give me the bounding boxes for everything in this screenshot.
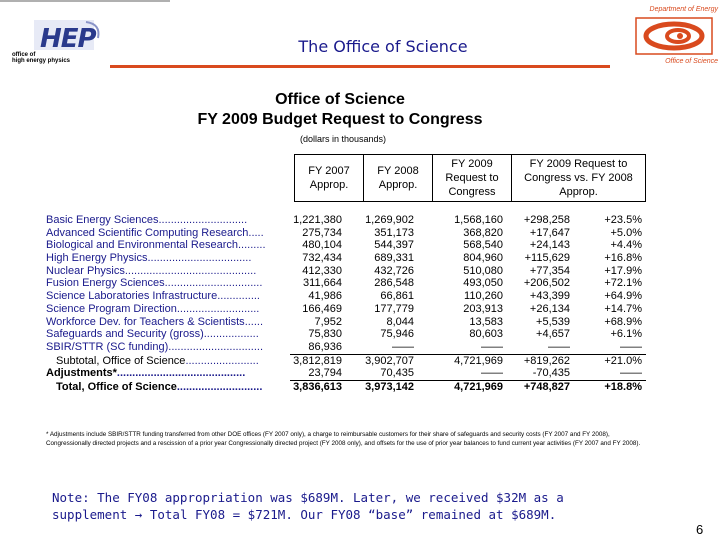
cell-percent: +72.1% [604, 277, 642, 290]
row-label-text: Basic Energy Sciences [46, 214, 159, 226]
cell-fy2009: 493,050 [463, 277, 503, 290]
bottom-note-line1: Note: The FY08 appropriation was $689M. Later, we received $32M as a [52, 490, 564, 505]
cell-fy2009: —— [481, 340, 503, 353]
cell-fy2007: 166,469 [302, 302, 342, 315]
cell-percent: +68.9% [604, 315, 642, 328]
cell-percent: +64.9% [604, 290, 642, 303]
row-label [46, 214, 290, 227]
cell-percent: —— [620, 367, 642, 380]
subtotal-row [46, 355, 646, 368]
cell-delta: -70,435 [532, 367, 570, 380]
row-leader-dots: ..... [248, 226, 264, 239]
column-header-fy2009-vs-fy2008 [511, 154, 646, 202]
table-row [46, 214, 646, 227]
row-label-text: Nuclear Physics [46, 264, 125, 277]
column-header-fy2007 [294, 154, 364, 202]
cell-delta: +206,502 [523, 277, 570, 290]
cell-fy2008: 351,173 [374, 226, 414, 239]
row-label [46, 303, 290, 316]
main-title [120, 90, 560, 130]
cell-fy2009: 568,540 [463, 239, 503, 252]
cell-fy2008: 1,269,902 [365, 214, 414, 226]
hep-logo-text: HEP [40, 24, 96, 54]
cell-fy2009: 1,568,160 [454, 214, 503, 226]
table-body [46, 214, 646, 394]
row-label [46, 265, 290, 278]
column-header-fy2008 [363, 154, 433, 202]
cell-fy2009: —— [481, 367, 503, 380]
cell-delta: +115,629 [524, 252, 570, 265]
cell-fy2007: 75,830 [308, 328, 342, 341]
row-label [46, 252, 290, 265]
right-arrow-icon: → [134, 507, 143, 522]
bottom-note-line2-part2: Total FY08 = $721M. Our FY08 “base” remained at $689M. [142, 507, 557, 522]
cell-fy2008: 70,435 [380, 367, 414, 380]
col-compare-line1: FY 2009 Request to [529, 158, 628, 170]
row-label [46, 381, 290, 394]
row-label-text: Subtotal, Office of Science [56, 354, 186, 367]
row-label [46, 355, 290, 368]
row-leader-dots: ........................... [176, 302, 260, 315]
cell-fy2008: 3,973,142 [365, 380, 414, 393]
cell-fy2008: 286,548 [374, 277, 414, 290]
cell-fy2007: 311,664 [303, 277, 342, 290]
table-row [46, 341, 646, 354]
top-accent-line [0, 0, 170, 2]
cell-fy2009: 13,583 [469, 315, 503, 328]
row-leader-dots: ............................. [158, 214, 248, 226]
cell-delta: +5,539 [536, 315, 570, 328]
cell-delta: —— [548, 340, 570, 353]
column-header-fy2009-request [432, 154, 512, 202]
cell-fy2009: 4,721,969 [454, 354, 503, 367]
cell-delta: +748,827 [523, 380, 570, 393]
table-row [46, 239, 646, 252]
cell-fy2007: 412,330 [302, 264, 342, 277]
row-label-text: Safeguards and Security (gross) [46, 328, 204, 341]
cell-fy2009: 804,960 [463, 252, 503, 265]
col-fy2008-line1: FY 2008 [377, 165, 419, 177]
header-rule [110, 65, 610, 68]
col-fy2009-line3: Congress [448, 186, 496, 198]
cell-percent: +14.7% [604, 302, 642, 315]
cell-fy2007: 7,952 [314, 315, 342, 328]
table-row [46, 290, 646, 303]
table-row [46, 303, 646, 316]
row-label-text: Fusion Energy Sciences [46, 277, 165, 290]
row-label-text: SBIR/STTR (SC funding) [46, 340, 169, 353]
adjustments-footnote: * Adjustments include SBIR/STTR funding transferred from other DOE offices (FY 2007 only), a charge to reimbursable customers for their share of safeguards and security costs (FY 2007 and FY 2008), Congressionally directed projects and a rescission of a prior year Congressionally directed project (FY 2008 only), and offsets for the use of prior year balances to fund current year activities (FY 2007 and FY 2008). [46, 431, 641, 447]
doe-label-top: Department of Energy [649, 6, 718, 13]
row-label [46, 290, 290, 303]
cell-fy2009: 110,260 [464, 290, 503, 303]
table-row [46, 227, 646, 240]
row-leader-dots: ................................ [164, 277, 263, 290]
cell-fy2007: 1,221,380 [293, 214, 342, 226]
cell-fy2007: 23,794 [308, 367, 342, 380]
cell-fy2009: 510,080 [463, 264, 503, 277]
col-fy2008-line2: Approp. [378, 179, 418, 191]
cell-fy2008: 544,397 [374, 239, 414, 252]
bottom-note [52, 489, 612, 523]
row-label-text: Total, Office of Science [56, 380, 177, 393]
doe-label-bottom: Office of Science [665, 58, 718, 65]
col-fy2007-line1: FY 2007 [308, 165, 350, 177]
cell-fy2007: 732,434 [302, 252, 342, 265]
cell-fy2008: 689,331 [374, 252, 414, 265]
cell-fy2007: 3,812,819 [293, 354, 342, 367]
row-label [46, 227, 290, 240]
cell-fy2008: 66,861 [380, 290, 414, 303]
table-row [46, 277, 646, 290]
row-label-text: High Energy Physics [46, 252, 148, 265]
col-compare-line2: Congress vs. FY 2008 [524, 172, 633, 184]
table-row [46, 252, 646, 265]
hep-subtitle-line1: office of [12, 52, 36, 58]
row-label-text: Science Program Direction [46, 302, 177, 315]
hep-subtitle-line2: high energy physics [12, 58, 71, 64]
table-row [46, 265, 646, 278]
cell-delta: +17,647 [529, 226, 570, 239]
cell-fy2007: 275,734 [302, 226, 342, 239]
row-label-text: Workforce Dev. for Teachers & Scientists [46, 315, 245, 328]
row-label [46, 277, 290, 290]
cell-percent: +17.9% [604, 264, 642, 277]
cell-fy2009: 203,913 [463, 302, 503, 315]
page-number: 6 [696, 522, 704, 537]
total-row [46, 381, 646, 394]
row-label [46, 316, 290, 329]
doe-logo [628, 4, 718, 66]
row-label-text: Science Laboratories Infrastructure [46, 290, 218, 303]
main-title-line1: Office of Science [275, 91, 405, 108]
row-label [46, 341, 290, 354]
row-label-text: Adjustments* [46, 367, 117, 380]
cell-delta: +77,354 [529, 264, 570, 277]
row-leader-dots: ......... [238, 239, 266, 252]
cell-percent: +23.5% [604, 214, 642, 226]
cell-delta: +298,258 [523, 214, 570, 226]
cell-delta: +4,657 [536, 328, 570, 341]
adjustments-row [46, 367, 646, 380]
cell-fy2008: 75,946 [380, 328, 414, 341]
bottom-note-line2 [52, 506, 612, 523]
main-title-line2: FY 2009 Budget Request to Congress [197, 111, 483, 128]
row-leader-dots: .......................................... [116, 367, 246, 380]
col-fy2009-line1: FY 2009 [451, 158, 493, 170]
cell-fy2009: 4,721,969 [454, 380, 503, 393]
row-leader-dots: ........................................... [124, 264, 257, 277]
bottom-note-line2-part1: supplement [52, 507, 135, 522]
row-leader-dots: .............. [217, 290, 260, 303]
cell-delta: +43,399 [529, 290, 570, 303]
row-label [46, 328, 290, 341]
row-label-text: Advanced Scientific Computing Research [46, 226, 249, 239]
cell-percent: +5.0% [610, 226, 642, 239]
doe-swirl-icon [634, 16, 714, 56]
cell-fy2008: 8,044 [386, 315, 414, 328]
row-leader-dots: .................................. [147, 252, 252, 265]
cell-fy2008: 177,779 [374, 302, 414, 315]
cell-fy2009: 368,820 [463, 226, 503, 239]
cell-fy2007: 480,104 [302, 239, 342, 252]
cell-percent: +4.4% [610, 239, 642, 252]
cell-fy2007: 86,936 [308, 340, 342, 353]
row-leader-dots: ...... [244, 315, 264, 328]
header-title: The Office of Science [298, 37, 468, 56]
col-compare-line3: Approp. [559, 186, 598, 198]
cell-fy2007: 41,986 [308, 290, 342, 303]
cell-delta: +819,262 [523, 354, 570, 367]
cell-percent: +6.1% [610, 328, 642, 341]
cell-fy2009: 80,603 [469, 328, 503, 341]
col-fy2009-line2: Request to [445, 172, 499, 184]
cell-fy2007: 3,836,613 [293, 380, 342, 393]
row-leader-dots: .................. [203, 328, 259, 341]
cell-fy2008: —— [392, 340, 414, 353]
row-leader-dots: ........................ [185, 354, 259, 367]
cell-percent: +16.8% [604, 252, 642, 265]
cell-fy2008: 432,726 [374, 264, 414, 277]
cell-delta: +24,143 [529, 239, 570, 252]
table-row [46, 328, 646, 341]
row-label [46, 367, 290, 380]
row-label-text: Biological and Environmental Research [46, 239, 238, 252]
cell-fy2008: 3,902,707 [365, 354, 414, 367]
row-leader-dots: ............................ [176, 380, 263, 393]
units-note: (dollars in thousands) [300, 134, 387, 144]
cell-percent: +18.8% [604, 380, 642, 393]
cell-delta: +26,134 [529, 302, 570, 315]
row-label [46, 239, 290, 252]
row-leader-dots: ............................... [168, 340, 264, 353]
cell-percent: —— [620, 340, 642, 353]
cell-percent: +21.0% [604, 354, 642, 367]
col-fy2007-line2: Approp. [309, 179, 349, 191]
table-row [46, 316, 646, 329]
